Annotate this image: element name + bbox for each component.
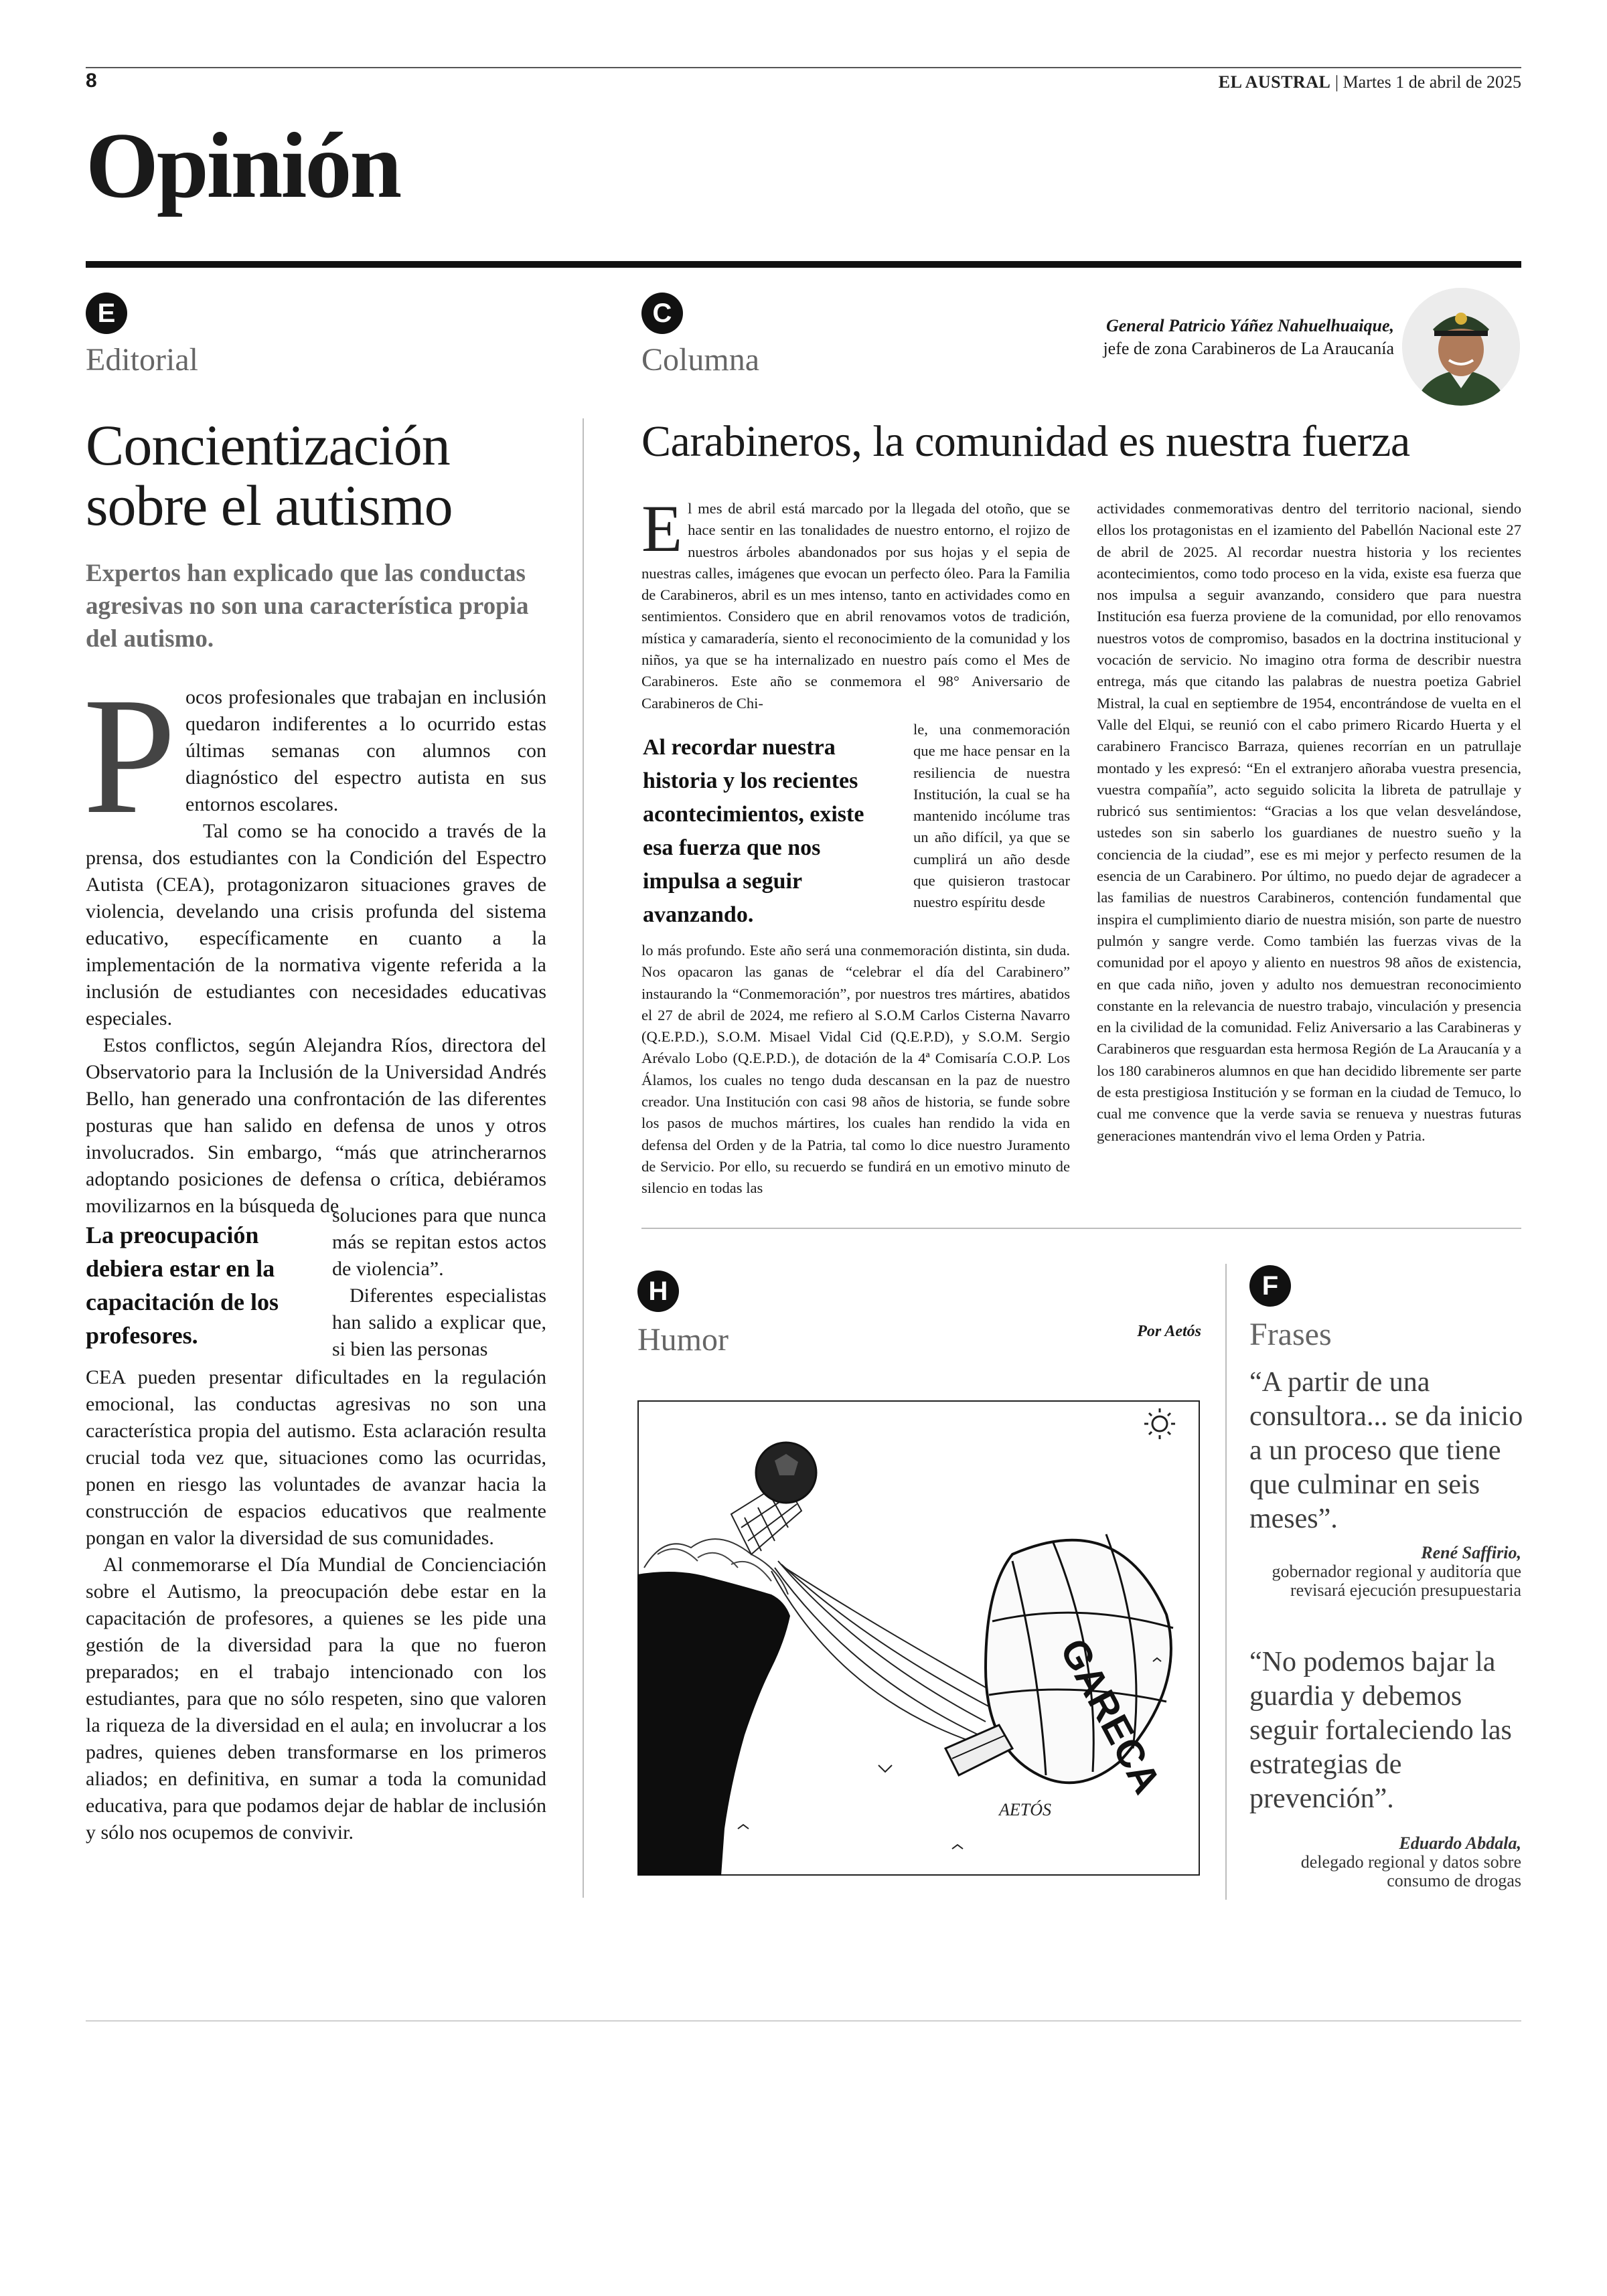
cartoon-balloon-label: GARECA	[1051, 1631, 1169, 1801]
column-badge: C	[641, 293, 683, 334]
editorial-paragraph: CEA pueden presentar dificultades en la regulación emocional, las conductas agresivas no son una característica propia del autismo. Esta aclaración resulta crucial toda vez que, situaciones como las ocurridas, ponen en riesgo las voluntades de avanzar hacia la construcción de espacios educativos que realmente pongan en valor la diversidad de sus comunidades.	[86, 1366, 546, 1549]
column-author	[1103, 315, 1394, 360]
cartoon-illustration-icon	[637, 1400, 1200, 1876]
editorial-paragraph: Diferentes especialistas han salido a explicar que, si bien las personas	[332, 1285, 546, 1360]
column-author-name: General Patricio Yáñez Nahuelhuaique,	[1105, 316, 1394, 335]
column-divider	[583, 418, 584, 1898]
column-body-col1-bottom	[641, 940, 1070, 1200]
column-body-col2	[1097, 498, 1521, 1147]
frase-author-2-name: Eduardo Abdala,	[1399, 1833, 1521, 1853]
page-bottom-rule	[86, 2020, 1521, 2022]
frase-author-1-role: gobernador regional y auditoría que revisará ejecución presupuestaria	[1272, 1562, 1521, 1600]
dateline: EL AUSTRAL | Martes 1 de abril de 2025	[1218, 72, 1521, 92]
frases-divider	[1225, 1264, 1227, 1900]
editorial-headline	[86, 415, 554, 536]
column-paragraph: actividades conmemorativas dentro del territorio nacional, siendo ellos los protagonistas en el izamiento del Pabellón Nacional este 27 de abril de 2025. Al recordar nuestra historia y los recientes acontecimientos, como todo proceso en la vida, existe esa fuerza que nos impulsa a seguir avanzando, considero que para nuestra Institución esa fuerza proviene de la comunidad, por ello renovamos nuestros votos de compromiso, basados en la doctrina institucional y vocación de servicio. No imagino otra forma de describir nuestra entrega, más que citando las palabras de nuestra poetiza Gabriel Mistral, la cual en septiembre de 1954, encontrándose de vuelta en el Valle del Elqui, se reunió con el cabo primero Ricardo Huerta y el carabinero Francisco Barraza, quienes recorrían en un patrullaje montado y les expresó: “En el extranjero añoraba vuestra presencia, vuestra compañía”, acto seguido solicita la libreta de patrullaje y rubricó sus sentimientos: “Gracias a los que velan desvelándose, ustedes son sin saberlo los guardianes de nuestro sueño y la conciencia de la ciudad”, ese es mi mejor y perfecto resumen de la esencia de un Carabinero. Por último, no puedo dejar de agradecer a las familias de nuestros Carabineros, contención fundamental que inspira el cumplimiento diario de nuestra misión, son parte de nuestro pulmón y sangre verde. Como también las fuerzas vivas de la comunidad por el apoyo y aliento en nuestros 98 años de existencia, en que cada niño, joven y adulto nos demuestran reconocimiento constante en la relevancia de nuestro trabajo, vinculación y presencia en la civilidad de la comunidad. Feliz Aniversario a las Carabineras y Carabineros que resguardan esta hermosa Región de La Araucanía y a los 180 carabineros alumnos en que han decidido libremente ser parte de esta prestigiosa Institución y se forman en la ciudad de Temuco, lo cual me convence que la verde savia se renueva y nuestras futuras generaciones mantendrán vivo el lema Orden y Patria.	[1097, 500, 1521, 1144]
column-body-col1-wrap	[913, 719, 1070, 914]
editorial-paragraph: Pocos profesionales que trabajan en inclusión quedaron indiferentes a lo ocurrido estas últimas semanas con alumnos con diagnóstico del espectro autista en sus entornos escolares.	[83, 663, 546, 849]
editorial-pullquote: La preocupación debiera estar en la capacitación de los profesores.	[86, 1222, 279, 1349]
frase-quote-1: “A partir de una consultora... se da inicio a un proceso que tiene que culminar en seis meses”.	[1249, 1367, 1523, 1534]
editorial-body-top	[83, 663, 546, 1220]
editorial-paragraph: Al conmemorarse el Día Mundial de Concienciación sobre el Autismo, la preocupación debe estar en la capacitación de profesores, a quienes se les pide una gestión de la diversidad para la que no fueron preparados; en el trabajo intencionado con los estudiantes, para que no sólo respeten, sino que valoren la riqueza de la diversidad en el aula; en involucrar a los padres, quienes deben transformarse en los primeros aliados; en definitiva, en sumar a toda la comunidad educativa, para que podamos dejar de hablar de inclusión y sólo nos ocupemos de convivir.	[86, 1554, 546, 1843]
frase-author-2	[1249, 1834, 1521, 1890]
column-body-col1-top	[641, 491, 1070, 714]
issue-date: Martes 1 de abril de 2025	[1343, 72, 1521, 92]
column-kicker: Columna	[641, 342, 759, 378]
editorial-paragraph: Tal como se ha conocido a través de la prensa, dos estudiantes con la Condición del Espectro Autista (CEA), protagonizaron situaciones graves de violencia, develando una crisis profunda del sistema educativo, específicamente en cuanto a la implementación de la normativa vigente referida a la inclusión de estudiantes con necesidades educativas especiales.	[86, 820, 546, 1030]
editorial-dropcap: P	[83, 663, 177, 849]
header-rule	[86, 67, 1521, 68]
editorial-deck: Expertos han explicado que las conductas agresivas no son una característica propia del autismo.	[86, 560, 529, 653]
editorial-body-mid	[332, 1202, 546, 1363]
frase-author-2-role: delegado regional y datos sobre consumo de drogas	[1300, 1852, 1521, 1890]
avatar	[1402, 288, 1520, 406]
column-dropcap: E	[641, 491, 683, 566]
frase-author-1-name: René Saffirio,	[1421, 1543, 1521, 1562]
frase-quote-2: “No podemos bajar la guardia y debemos seguir fortaleciendo las estrategias de prevención”.	[1249, 1647, 1512, 1814]
column-bottom-rule	[641, 1228, 1521, 1229]
frases-badge: F	[1249, 1265, 1291, 1307]
page-number: 8	[86, 70, 97, 92]
frase-author-1	[1249, 1544, 1521, 1600]
editorial-paragraph: Estos conflictos, según Alejandra Ríos, directora del Observatorio para la Inclusión de la Universidad Andrés Bello, han generado una confrontación de las diferentes posturas que han salido en defensa de unos y otros involucrados. Sin embargo, “más que atrincherarnos adoptando posiciones de defensa o crítica, debiéramos movilizarnos en la búsqueda de	[86, 1034, 546, 1217]
editorial-body-bottom	[86, 1364, 546, 1846]
column-author-role: jefe de zona Carabineros de La Araucanía	[1103, 339, 1394, 358]
section-title: Opinión	[86, 114, 400, 218]
humor-badge: H	[637, 1270, 679, 1312]
column-paragraph: le, una conmemoración que me hace pensar en la resiliencia de nuestra Institución, la cual se ha mantenido incólume tras un año difícil, ya que se cumplirá un año desde que quisieron trastocar nuestro espíritu desde	[913, 721, 1070, 911]
cartoon-signature: AETÓS	[999, 1800, 1051, 1819]
editorial-cartoon	[637, 1400, 1200, 1876]
author-portrait-icon	[1402, 288, 1520, 406]
editorial-headline-line2: sobre el autismo	[86, 473, 453, 538]
column-paragraph: lo más profundo. Este año será una conmemoración distinta, sin duda. Nos opacaron las ganas de “celebrar el día del Carabinero” instaurando la “Conmemoración”, por nuestros tres mártires, abatidos el 27 de abril de 2024, me refiero al S.O.M Carlos Cisterna Navarro (Q.E.P.D.), S.O.M. Misael Vidal Cid (Q.E.P.D), y S.O.M. Sergio Arévalo Lobo (Q.E.P.D.), de dotación de la 4ª Comisaría C.O.P. Los Álamos, los cuales no tengo duda descansan en la paz de nuestro creador. Una Institución con casi 98 años de historia, se funde sobre los pasos de muchos mártires, los cuales han rendido la vida en defensa del Orden y de la Patria, tal como lo dice nuestro Juramento de Servicio. Por ello, su recuerdo se fundirá en un emotivo minuto de silencio en todas las	[641, 942, 1070, 1197]
editorial-badge: E	[86, 293, 127, 334]
editorial-headline-line1: Concientización	[86, 413, 450, 477]
humor-byline: Por Aetós	[1137, 1323, 1201, 1340]
editorial-paragraph: soluciones para que nunca más se repitan estos actos de violencia”.	[332, 1204, 546, 1280]
editorial-kicker: Editorial	[86, 342, 198, 378]
column-paragraph: El mes de abril está marcado por la llegada del otoño, que se hace sentir en las tonalidades de nuestro entorno, el rojizo de nuestros árboles abandonados por sus hojas y el sepia de nuestras calles, imágenes que evocan un perfecto óleo. Para la Familia de Carabineros, abril es un mes intenso, tanto en actividades como en sentimientos. Considero que en abril renovamos votos de tradición, mística y camaradería, siento el reconocimiento de la comunidad y los niños, ya que se ha internalizado en nuestro país como el Mes de Carabineros. Este año se conmemora el 98° Aniversario de Carabineros de Chi-	[641, 491, 1070, 712]
column-headline: Carabineros, la comunidad es nuestra fuerza	[641, 417, 1410, 466]
humor-kicker: Humor	[637, 1322, 729, 1358]
frases-kicker: Frases	[1249, 1317, 1332, 1352]
publication-name: EL AUSTRAL	[1218, 72, 1331, 92]
column-pullquote: Al recordar nuestra historia y los recientes acontecimientos, existe esa fuerza que nos impulsa a seguir avanzando.	[643, 735, 864, 927]
section-rule	[86, 261, 1521, 268]
